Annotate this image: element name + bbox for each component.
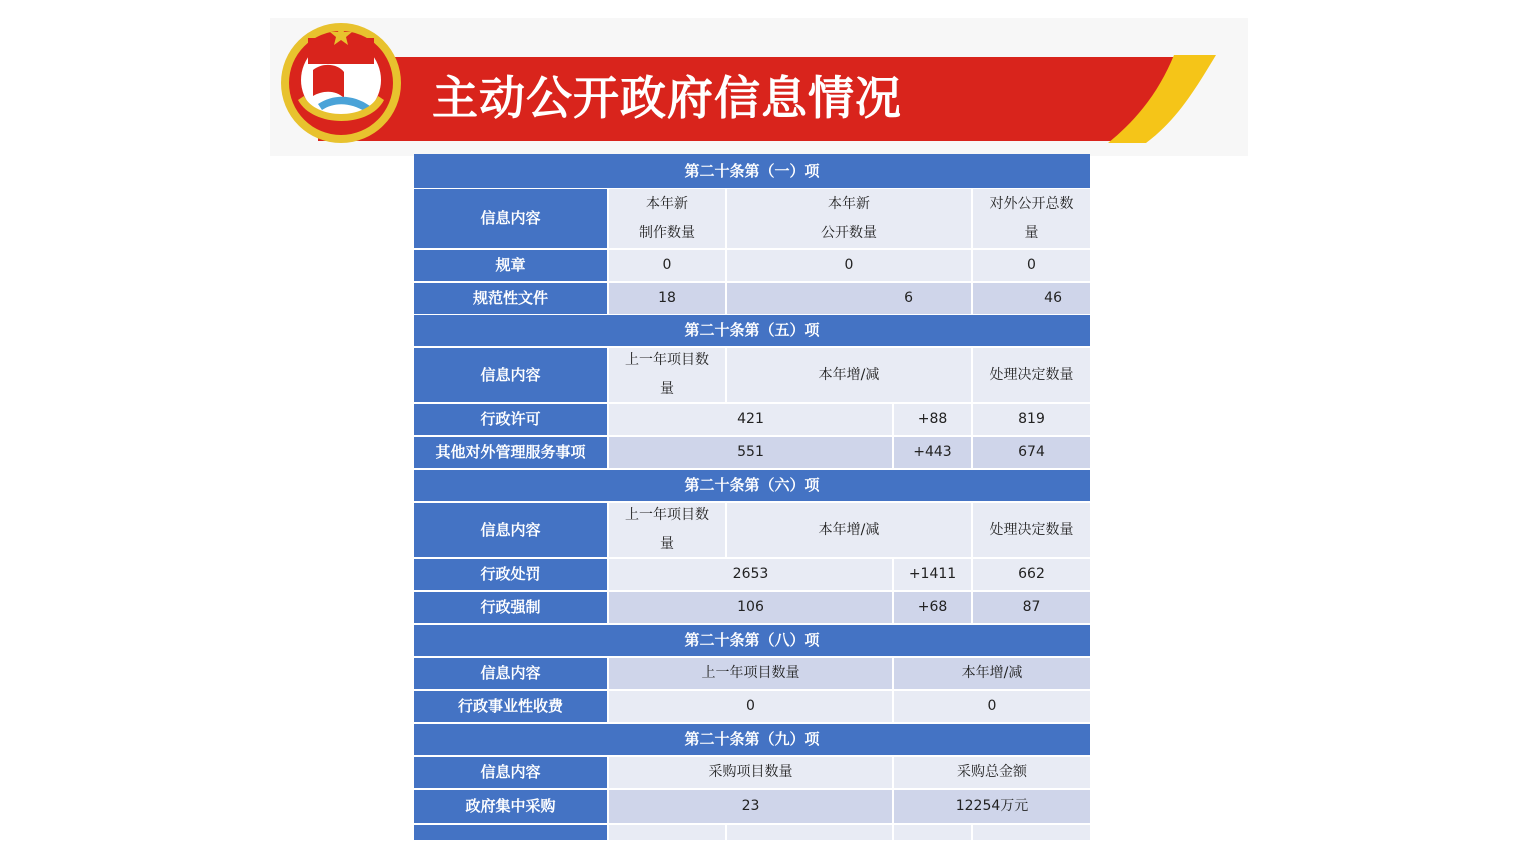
header-change: 本年增/减 <box>894 658 1090 689</box>
table-cell: 87 <box>973 592 1090 623</box>
table-cell: +1411 <box>894 559 971 590</box>
table-cell-partial <box>609 825 725 840</box>
row-label: 规章 <box>414 250 607 281</box>
row-label: 规范性文件 <box>414 283 607 314</box>
header-info-content: 信息内容 <box>414 658 607 689</box>
section-header-5: 第二十条第（五）项 <box>414 315 1090 346</box>
row-label: 行政强制 <box>414 592 607 623</box>
header-change: 本年增/减 <box>727 348 971 402</box>
header-last-year-count: 上一年项目数 量 <box>609 503 725 557</box>
header-info-content: 信息内容 <box>414 189 607 248</box>
row-label: 行政处罚 <box>414 559 607 590</box>
table-cell: 18 <box>609 283 725 314</box>
cppcc-emblem-icon <box>278 20 404 146</box>
table-cell: 46 <box>973 283 1090 314</box>
header-info-content: 信息内容 <box>414 757 607 788</box>
header-change: 本年增/减 <box>727 503 971 557</box>
row-label: 政府集中采购 <box>414 790 607 823</box>
table-cell-partial <box>727 825 892 840</box>
table-cell: 2653 <box>609 559 892 590</box>
section-header-6: 第二十条第（六）项 <box>414 470 1090 501</box>
banner-title: 主动公开政府信息情况 <box>432 71 902 125</box>
table-cell: 0 <box>609 250 725 281</box>
table-cell-partial <box>973 825 1090 840</box>
header-purchase-amount: 采购总金额 <box>894 757 1090 788</box>
table-cell: 0 <box>973 250 1090 281</box>
disclosure-table <box>414 154 1090 840</box>
table-cell: 12254万元 <box>894 790 1090 823</box>
row-label: 行政事业性收费 <box>414 691 607 722</box>
table-cell: +88 <box>894 404 971 435</box>
header-info-content: 信息内容 <box>414 348 607 402</box>
section-header-9: 第二十条第（九）项 <box>414 724 1090 755</box>
row-label: 行政许可 <box>414 404 607 435</box>
table-cell: +68 <box>894 592 971 623</box>
table-cell: 674 <box>973 437 1090 468</box>
table-cell: 421 <box>609 404 892 435</box>
table-cell: 0 <box>609 691 892 722</box>
table-cell: 106 <box>609 592 892 623</box>
header-new-made: 本年新 制作数量 <box>609 189 725 248</box>
section-header-8: 第二十条第（八）项 <box>414 625 1090 656</box>
table-cell: 23 <box>609 790 892 823</box>
table-cell: 662 <box>973 559 1090 590</box>
table-cell: 819 <box>973 404 1090 435</box>
header-last-year-count: 上一年项目数 量 <box>609 348 725 402</box>
header-new-published: 本年新 公开数量 <box>727 189 971 248</box>
row-label-partial <box>414 825 607 840</box>
header-decisions: 处理决定数量 <box>973 348 1090 402</box>
header-total-published: 对外公开总数 量 <box>973 189 1090 248</box>
header-info-content: 信息内容 <box>414 503 607 557</box>
table-cell: 551 <box>609 437 892 468</box>
header-last-year-count: 上一年项目数量 <box>609 658 892 689</box>
row-label: 其他对外管理服务事项 <box>414 437 607 468</box>
table-cell-partial <box>894 825 971 840</box>
table-cell: 0 <box>727 250 971 281</box>
header-purchase-count: 采购项目数量 <box>609 757 892 788</box>
table-cell: 6 <box>727 283 971 314</box>
section-header-1: 第二十条第（一）项 <box>414 154 1090 188</box>
header-decisions: 处理决定数量 <box>973 503 1090 557</box>
table-cell: +443 <box>894 437 971 468</box>
table-cell: 0 <box>894 691 1090 722</box>
